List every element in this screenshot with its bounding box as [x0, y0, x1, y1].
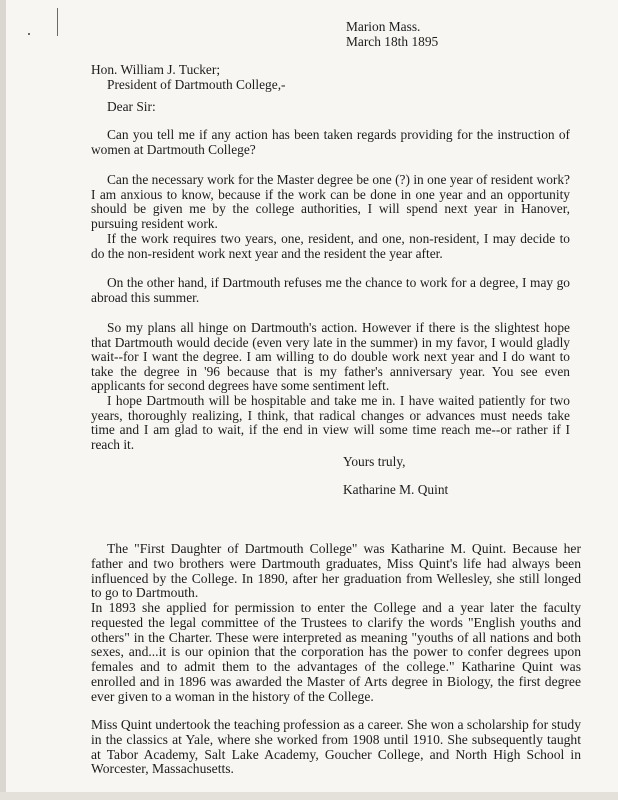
- letter-salutation: Dear Sir:: [107, 99, 156, 114]
- punch-hole-mark: [57, 8, 58, 36]
- letter-recipient: [91, 62, 286, 92]
- letter-closing: Yours truly,: [343, 454, 406, 469]
- note-paragraph: Miss Quint undertook the teaching profession as a career. She won a scholarship for study in the classics at Yale, where she worked from 1908 until 1910. She subsequently taught at Tabor Academy, Salt Lake Academy, Goucher College, and North High School in Worcester, Massachusetts.: [91, 717, 581, 777]
- recipient-title: President of Dartmouth College,-: [107, 77, 286, 92]
- letter-paragraph: Can you tell me if any action has been taken regards providing for the instruction of women at Dartmouth College?: [91, 127, 570, 157]
- scan-speck: [28, 33, 30, 35]
- recipient-name: Hon. William J. Tucker;: [91, 62, 221, 77]
- letter-paragraph: If the work requires two years, one, resident, and one, non-resident, I may decide to do the non-resident work next year and the resident the year after.: [91, 231, 570, 261]
- scan-edge-left: [0, 0, 6, 800]
- letter-paragraph: Can the necessary work for the Master degree be one (?) in one year of resident work? I am anxious to know, because if the work can be done in one year and an opportunity should be given me by the college authorities, I will spend next year in Hanover, pursuing resident work.: [91, 172, 570, 231]
- letter-paragraph: I hope Dartmouth will be hospitable and take me in. I have waited patiently for two years, thoroughly realizing, I think, that radical changes or advances must needs take time and I am glad to wait, if the end in view will some time reach me--or rather if I reach it.: [91, 393, 570, 452]
- note-paragraph: In 1893 she applied for permission to enter the College and a year later the faculty requested the legal committee of the Trustees to clarify the words "English youths and others" in the Charter. These were interpreted as meaning "youths of all nations and both sexes, and...it is our opinion that the corporation has the power to confer degrees upon females and to admit them to the advantages of the college." Katharine Quint was enrolled and in 1896 was awarded the Master of Arts degree in Biology, the first degree ever given to a woman in the history of the College.: [91, 600, 581, 704]
- letter-signature: Katharine M. Quint: [343, 482, 449, 497]
- letter-date: March 18th 1895: [346, 34, 439, 49]
- letter-place: Marion Mass.: [346, 19, 421, 34]
- letter-dateline: [346, 19, 438, 49]
- scan-edge-bottom: [0, 792, 618, 800]
- letter-paragraph: On the other hand, if Dartmouth refuses me the chance to work for a degree, I may go abroad this summer.: [91, 275, 570, 305]
- note-paragraph: The "First Daughter of Dartmouth College" was Katharine M. Quint. Because her father and two brothers were Dartmouth graduates, Miss Quint's life had always been influenced by the College. In 1890, after her graduation from Wellesley, she still longed to go to Dartmouth.: [91, 541, 581, 601]
- letter-paragraph: So my plans all hinge on Dartmouth's action. However if there is the slightest hope that Dartmouth would decide (even very late in the summer) in my favor, I would gladly wait--for I want the degree. I am willing to do double work next year and I do want to take the degree in '96 because that is my father's anniversary year. You see even applicants for second degrees have some sentiment left.: [91, 320, 570, 394]
